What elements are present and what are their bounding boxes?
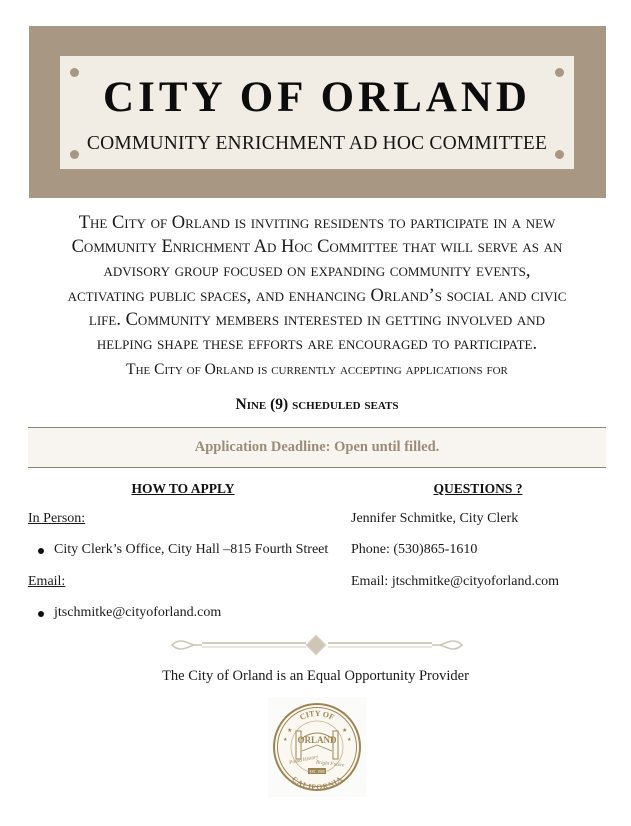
- intro-line: life. Community members interested in getting involved and: [88, 309, 546, 330]
- intro-line: Community Enrichment Ad Hoc Committee that will serve as an: [71, 237, 563, 258]
- in-person-address: City Clerk’s Office, City Hall –815 Fourth Street: [54, 542, 329, 557]
- intro-line: activating public spaces, and enhancing Orland’s social and civic: [67, 285, 567, 306]
- bullet-icon: [38, 548, 44, 554]
- apply-email-link[interactable]: jtschmitke@cityoforland.com: [54, 605, 222, 620]
- contact-name: Jennifer Schmitke, City Clerk: [351, 511, 519, 526]
- intro-line: advisory group focused on expanding community events,: [103, 261, 531, 282]
- seal-established: EST. 1909: [309, 769, 325, 774]
- ornament-divider-icon: [168, 634, 466, 656]
- seal-bottom-text: CALIFORNIA: [290, 774, 344, 792]
- bullet-icon: [38, 611, 44, 617]
- contact-email[interactable]: Email: jtschmitke@cityoforland.com: [351, 574, 560, 589]
- how-to-apply-heading: HOW TO APPLY: [131, 481, 235, 496]
- deadline-text: Application Deadline: Open until filled.: [194, 439, 440, 455]
- intro-line: helping shape these efforts are encouraged to participate.: [96, 334, 538, 355]
- svg-text:★: ★: [342, 727, 348, 734]
- intro-line: The City of Orland is inviting residents to participate in a new: [78, 213, 556, 233]
- header-banner: [29, 26, 606, 198]
- questions-heading: QUESTIONS ?: [433, 481, 523, 496]
- contact-phone[interactable]: Phone: (530)865-1610: [351, 542, 478, 557]
- in-person-label: In Person:: [28, 511, 86, 526]
- city-seal-logo: [272, 701, 362, 793]
- intro-paragraph: [28, 211, 606, 356]
- deadline-band: [28, 427, 606, 468]
- page-subtitle: COMMUNITY ENRICHMENT AD HOC COMMITTEE: [86, 133, 548, 154]
- page-title: CITY OF ORLAND: [103, 74, 531, 121]
- email-label: Email:: [28, 574, 66, 589]
- svg-text:★: ★: [347, 737, 352, 743]
- seal-motto-2: Bright Future: [315, 759, 345, 769]
- seal-motto-1: Proud History: [288, 754, 319, 767]
- svg-text:★: ★: [283, 737, 288, 743]
- svg-text:★: ★: [287, 727, 293, 734]
- seal-top-text: CITY OF: [298, 708, 336, 722]
- title-plate: [60, 56, 574, 169]
- seats-text: Nine (9) scheduled seats: [235, 396, 399, 413]
- accepting-text: The City of Orland is currently accepting applications for: [126, 361, 508, 378]
- equal-opportunity-statement: The City of Orland is an Equal Opportunity Provider: [162, 668, 469, 684]
- seal-name: ORLAND: [297, 735, 337, 745]
